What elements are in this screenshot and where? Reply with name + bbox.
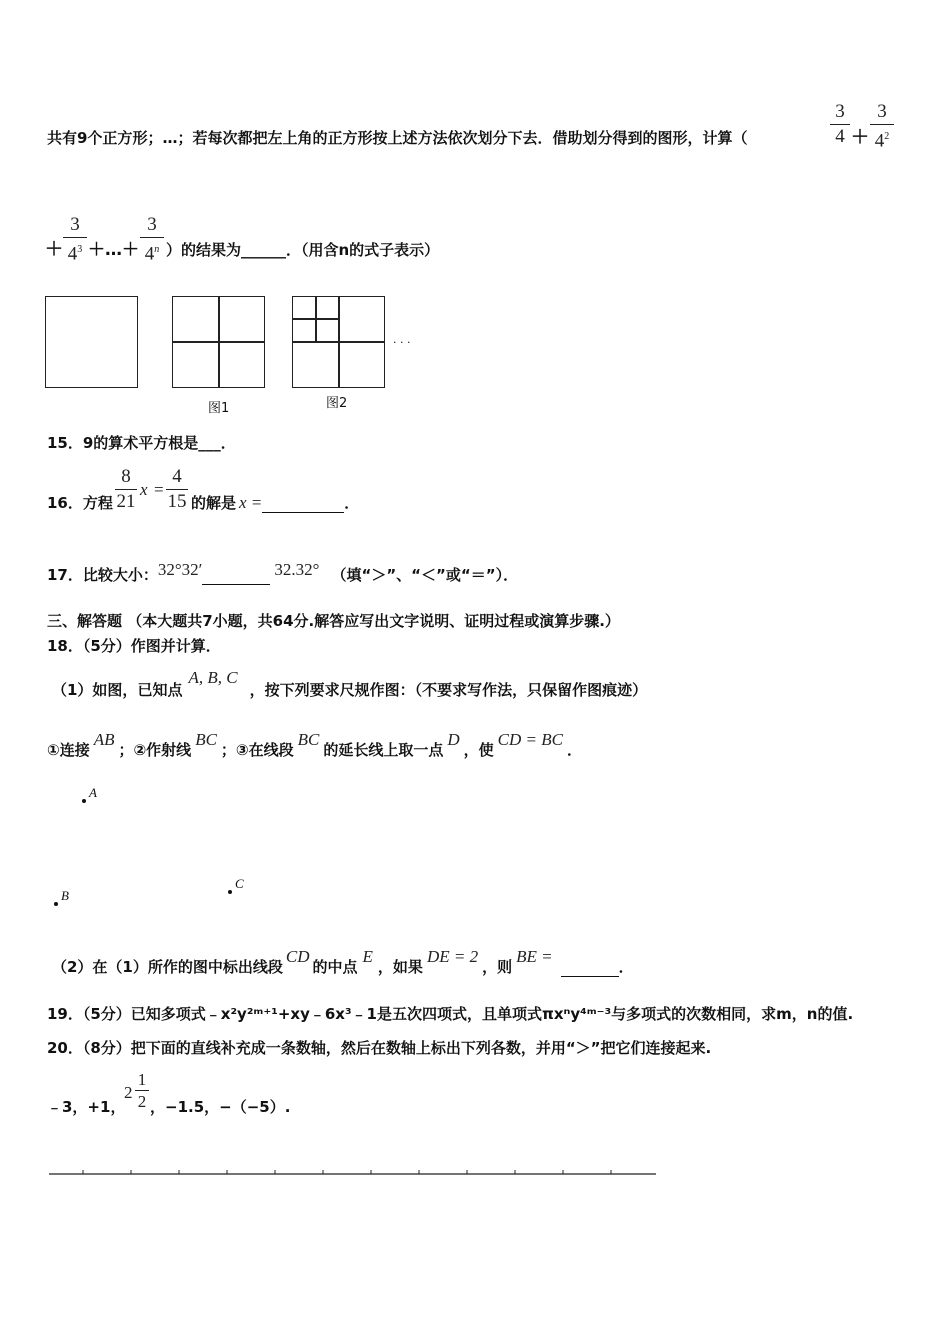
p14-plus: ＋	[851, 127, 869, 148]
p16-eq: =	[154, 480, 164, 499]
p18-q2: （2）在（1）所作的图中标出线段CD的中点E，如果DE = 2，则BE =．	[52, 947, 634, 976]
number-line	[45, 1160, 665, 1184]
p16-prefix: 16．方程	[47, 494, 113, 512]
figure2-sub-hline	[292, 318, 339, 320]
figure-ellipsis: · · ·	[393, 336, 411, 349]
point-b	[54, 902, 58, 906]
figure1-label: 图1	[208, 401, 230, 416]
p14-frac-4: 3 4$^n$	[140, 214, 164, 265]
p20-numbers-start: ﹣3，+1，	[47, 1098, 126, 1116]
p18-head: 18．（5分）作图并计算．	[47, 637, 221, 655]
p20-numbers-rest: ，−1.5，−（−5）.	[150, 1098, 291, 1116]
p15: 15．9的算术平方根是___．	[47, 434, 236, 452]
p16-frac-right: 4 15	[167, 466, 187, 512]
figure2-hline	[292, 341, 385, 343]
p14-frac-3: 3 $4^3$	[63, 214, 87, 265]
p14-line2-start: ＋	[45, 239, 63, 260]
p20-mixed-frac: 1 2	[135, 1070, 149, 1111]
p14-frac-1: 3 4	[830, 101, 850, 148]
point-b-label: B	[61, 888, 69, 903]
point-a-label: A	[89, 785, 97, 800]
p14-line2-end: ）的结果为______．（用含n的式子表示）	[166, 241, 440, 259]
p14-line1: 共有9个正方形；…；若每次都把左上角的正方形按上述方法依次划分下去．借助划分得到的图形，计算（	[47, 129, 748, 147]
p16-var: x	[140, 480, 148, 499]
p20-head: 20．（8分）把下面的直线补充成一条数轴，然后在数轴上标出下列各数，并用“＞”把它们连接起来.	[47, 1039, 712, 1057]
p18-q1: （1）如图，已知点A, B, C，按下列要求尺规作图：（不要求写作法，只保留作图痕迹）	[52, 668, 648, 699]
figure-square-plain	[45, 296, 138, 388]
p14-frac-2: 3 $4^2$	[870, 101, 894, 152]
p20-mixed-whole: 2	[124, 1083, 133, 1102]
p18-steps: ①连接AB；②作射线BC；③在线段BC的延长线上取一点D，使CD = BC．	[47, 730, 582, 759]
p17-answer-blank[interactable]	[202, 568, 270, 585]
p17: 17．比较大小：32°32′ 32.32° （填“＞”、“＜”或“＝”）．	[47, 560, 519, 584]
p19: 19．（5分）已知多项式﹣x²y²ᵐ⁺¹+xy﹣6x³﹣1是五次四项式，且单项式πxⁿy⁴ᵐ⁻³与多项式的次数相同，求m，n的值.	[47, 1005, 854, 1023]
p16-frac-left: 8 21	[116, 466, 136, 512]
point-a	[82, 799, 86, 803]
p14-mid: ＋…＋	[88, 240, 139, 260]
point-c	[228, 890, 232, 894]
p18-answer-blank[interactable]	[561, 960, 619, 977]
p16-suffix: 的解是 x = ．	[191, 493, 360, 512]
p16-answer-blank[interactable]	[262, 496, 344, 513]
point-c-label: C	[235, 876, 244, 891]
figure1-hline	[172, 341, 265, 343]
section3-title: 三、解答题 （本大题共7小题，共64分.解答应写出文字说明、证明过程或演算步骤.）	[47, 612, 620, 630]
figure2-label: 图2	[326, 396, 348, 411]
